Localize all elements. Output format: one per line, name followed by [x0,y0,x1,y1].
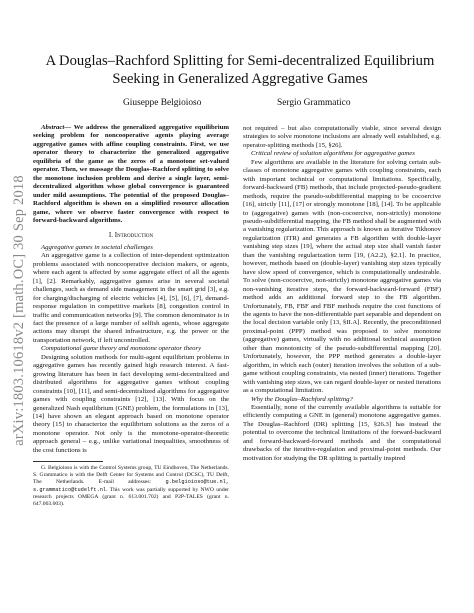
paragraph-aggregative-games: An aggregative game is a collection of inter-dependent optimization problems associated with noncooperative decision makers, or agents, where each agent is affected by some aggregate effect of all the agents [1], [2]. Remarkably, aggregative games arise in several societal challenges, such as demand side management in the smart grid [3], e.g. for charging/discharging of electric vehicles [4], [5], [6], [7], demand-response regulation in competitive markets [8], congestion control in traffic and communication networks [9]. The common denominator is in fact the presence of a large number of selfish agents, whose aggregate actions may disrupt the shared infrastructure, e.g. the power or the transportation network, if left uncontrolled. [33,252,229,344]
left-column [33,124,229,508]
footnote-text-funding: . This work was partially supported by NWO under research projects OMEGA (grant n. 613.001.702) and P2P-TALES (grant n. 647.003.003). [33,486,229,507]
subheading-critical-review: Critical review of solution algorithms for aggregative games [251,150,415,158]
subheading-computational-game-theory: Computational game theory and monotone operator theory [41,345,202,353]
abstract-text: — We address the generalized aggregative equilibrium seeking problem for noncooperative agents playing average aggregative games with affine coupling constraints. First, we use operator theory to characterize the generalized aggregative equilibria of the game as the zeros of a monotone set-valued operator. Then, we massage the Douglas–Rachford splitting to solve the monotone inclusion problem and derive a single layer, semi-decentralized algorithm whose global convergence is guaranteed under mild assumptions. The potential of the proposed Douglas–Rachford algorithm is shown on a simplified resource allocation game, where we observe faster convergence with respect to forward-backward algorithms. [33,124,229,224]
footnote [33,465,229,508]
arxiv-identifier-text: arXiv:1803.10618v2 [math.OC] 30 Sep 2018 [10,174,27,446]
paragraph-computational-game-theory: Designing solution methods for multi-agent equilibrium problems in aggregative games has recently gained high research interest. A fast-growing literature has been in fact developing semi-decentralized and distributed algorithms for aggregative games without coupling constraints [10], [11], and semi-decentralized algorithms for aggregative games with coupling constraints [12], [13]. With focus on the generalized Nash equilibrium (GNE) problem, the formulations in [13], [14] have shown an elegant approach based on monotone operator theory [15] to characterize the equilibrium solutions as the zeros of a monotone operator. Not only is the monotone-operator-theoretic approach general – e.g., unlike variational inequalities, smoothness of the cost functions is [33,353,229,454]
arxiv-identifier-stamp [6,160,32,460]
abstract [33,124,229,225]
paragraph-why-douglas-rachford: Essentially, none of the currently available algorithms is suitable for efficiently computing a GNE in (general) monotone aggregative games. The Douglas–Rachford (DR) splitting [15, §26.3] has instead the potential to overcome the technical limitations of the forward-backward and forward-backward-forward methods and the computational drawbacks of the iterative-regulation and proximal-point methods. Our motivation for studying the DR splitting is partially inspired [243,403,441,462]
footnote-text-affiliations: G. Belgioioso is with the Control Systems group, TU Eindhoven, The Netherlands. S. Grammatico is with the Delft Center for Systems and Control (DCSC), TU Delft, The Netherlands. E-mail addresses: [33,465,229,486]
author-1: Giuseppe Belgioioso [123,98,202,108]
subheading-why-douglas-rachford: Why the Douglas–Rachford splitting? [251,395,353,403]
right-column [243,125,441,463]
paragraph-continued: not required – but also computationally viable, since several design strategies to solve monotone inclusions are already well established, e.g. operator-splitting methods [15, §26]. [243,125,441,149]
subheading-aggregative-games: Aggregative games in societal challenges [41,243,153,251]
section-heading-introduction: I. Introduction [108,231,154,240]
footnote-emails: g.belgioioso@tue.nl, s.grammatico@tudelft.nl [33,479,230,493]
abstract-label: Abstract [41,124,65,131]
author-2: Sergio Grammatico [277,98,351,108]
paper-title: A Douglas–Rachford Splitting for Semi-decentralized Equilibrium Seeking in Generalized Aggregative Games [45,53,435,87]
paragraph-critical-review: Few algorithms are available in the literature for solving certain sub-classes of monotone aggregative games with coupling constraints, each with important technical or computational limitations. Specifically, forward-backward (FB) methods, that include projected-pseudo-gradient methods, require the pseudo-subdifferential mapping to be cocoercive [16], strictly [11], [17] or strongly monotone [18], [14]. To be applicable to (aggregative) games with (non-cocoercive, non-strictly) monotone pseudo-subdifferential mapping, the FB method shall be augmented with a vanishing regularization. This approach is known as iterative Tikhonov regularization (ITR) and generates a FB algorithm with double-layer vanishing step sizes [19], where the actual step size shall vanish faster than the vanishing regularization term [19, (A2.2), §2.1]. In practice, however, methods based on (double-layer) vanishing step sizes typically have slow speed of convergence, which is computationally undesirable. To solve (non-cocoercive, non-strictly) monotone aggregative games via non-vanishing iterative steps, the forward-backward-forward (FBF) method adds an additional forward step to the FB algorithm. Unfortunately, FB, FBF and FBF methods require the cost functions of the agents to have the non-differentiable part separable and dependent on the local decision variable only [13, §II.A]. Recently, the preconditioned proximal-point (PPP) method was proposed to solve monotone (aggregative) games, virtually with no additional technical assumption other than monotonicity of the pseudo-subdifferential mapping [20]. Unfortunately, however, the PPP method generates a double-layer algorithm, in which each (outer) iteration involves the solution of a sub-game without coupling constraints, via nested (inner) iterations. Together with vanishing step sizes, we can regard double-layer or nested iterations as a computational limitation. [243,158,441,395]
footnote-divider [33,461,103,462]
